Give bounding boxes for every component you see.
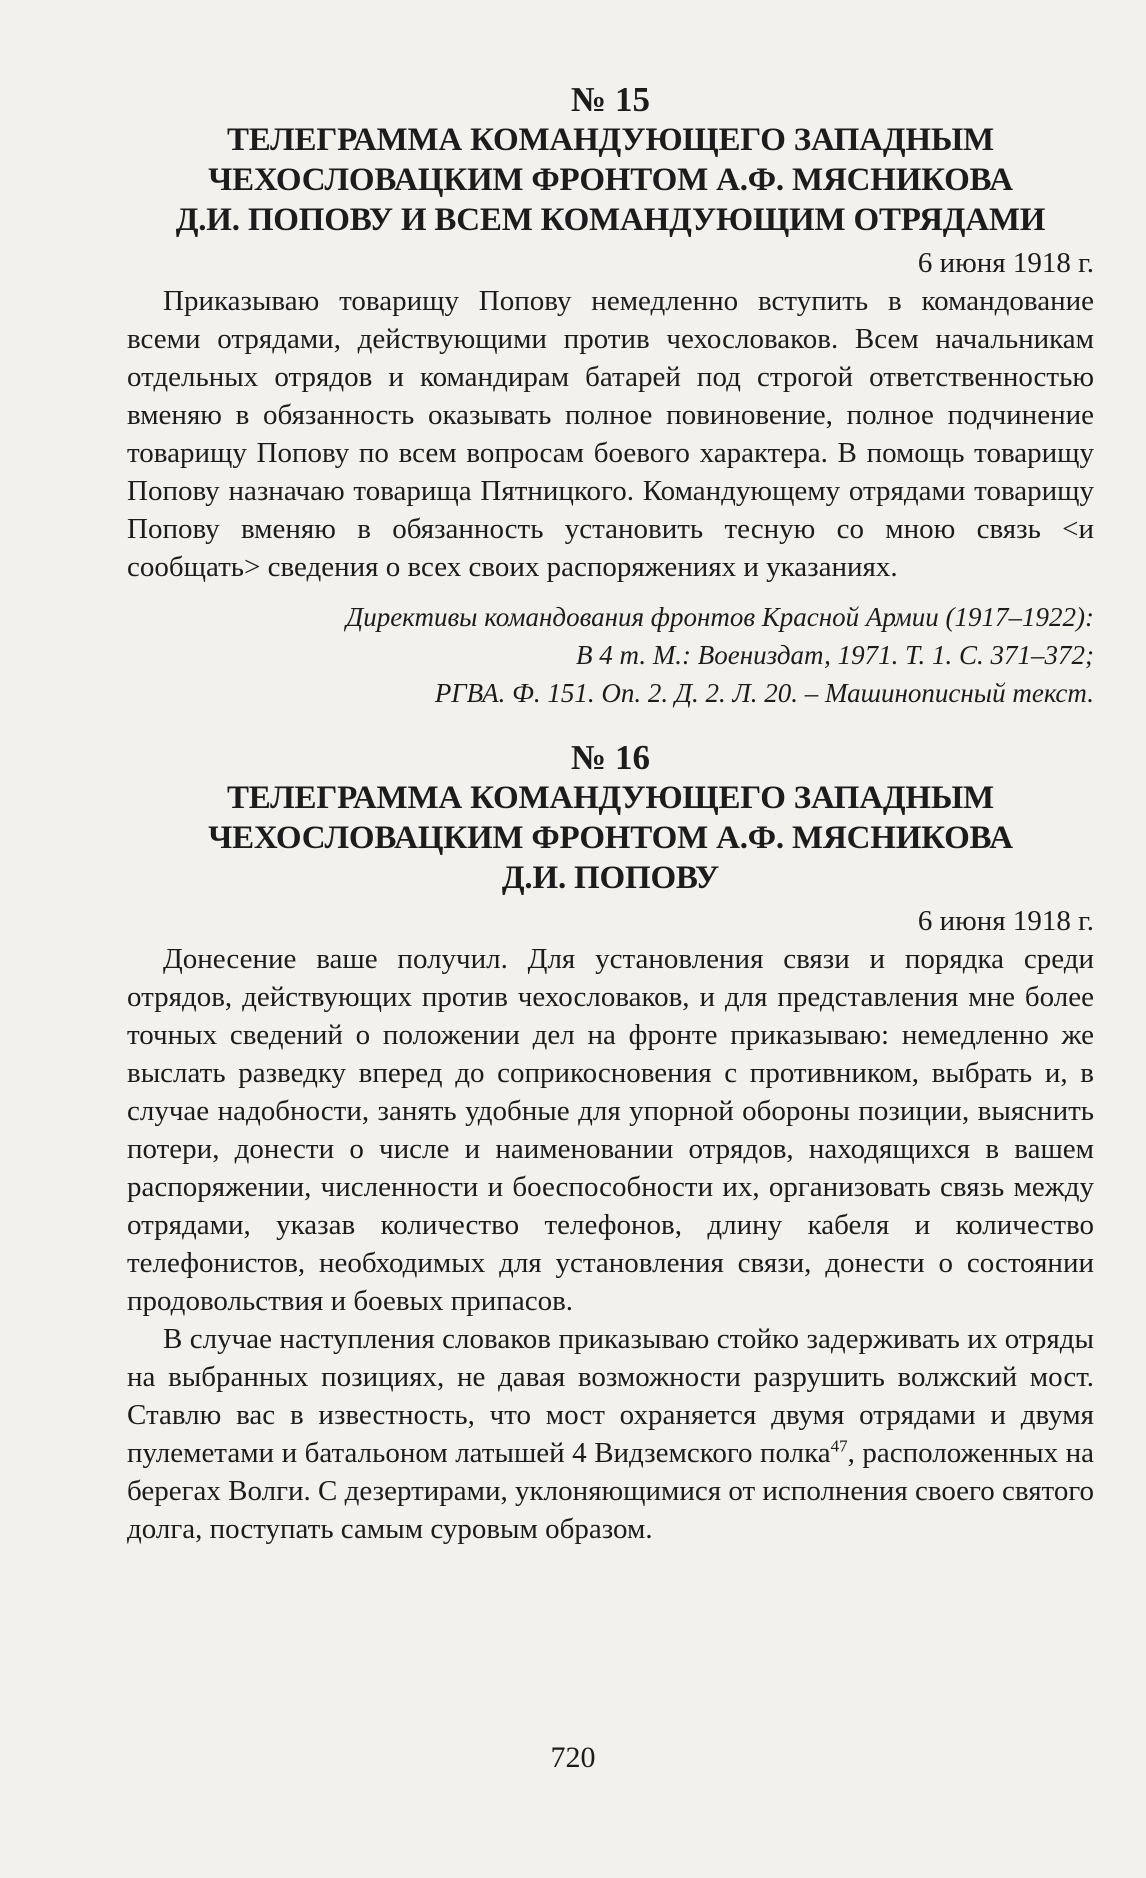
doc-15-source-line-3: РГВА. Ф. 151. Оп. 2. Д. 2. Л. 20. – Машинописный текст. <box>434 678 1094 708</box>
doc-15-source-line-2: В 4 т. М.: Воениздат, 1971. Т. 1. С. 371–372; <box>576 640 1094 670</box>
doc-16-title-line-2: ЧЕХОСЛОВАЦКИМ ФРОНТОМ А.Ф. МЯСНИКОВА <box>208 820 1013 856</box>
doc-15-title-line-2: ЧЕХОСЛОВАЦКИМ ФРОНТОМ А.Ф. МЯСНИКОВА <box>208 162 1013 198</box>
document-16 <box>127 738 1094 1548</box>
doc-15-title <box>127 120 1094 240</box>
doc-15-body: Приказываю товарищу Попову немедленно вступить в командование всеми отрядами, действующими против чехословаков. Всем начальникам отдельных отрядов и командирам батарей под строгой ответственностью вменяю в обязанность оказывать полное повиновение, полное подчинение товарищу Попову по всем вопросам боевого характера. В помощь товарищу Попову назначаю товарища Пятницкого. Командующему отрядами товарищу Попову вменяю в обязанность установить тесную со мною связь <и сообщать> сведения о всех своих распоряжениях и указаниях. <box>127 285 1094 583</box>
doc-16-title-line-3: Д.И. ПОПОВУ <box>501 860 720 896</box>
doc-16-number: № 16 <box>571 738 650 777</box>
doc-16-paragraph-1: Донесение ваше получил. Для установления связи и порядка среди отрядов, действующих против чехословаков, и для представления мне более точных сведений о положении дел на фронте приказываю: немедленно же выслать разведку вперед до соприкосновения с противником, выбрать и, в случае надобности, занять удобные для упорной обороны позиции, выяснить потери, донести о числе и наименовании отрядов, находящихся в вашем распоряжении, численности и боеспособности их, организовать связь между отрядами, указав количество телефонов, длину кабеля и количество телефонистов, необходимых для установления связи, донести о состоянии продовольствия и боевых припасов. <box>127 943 1094 1317</box>
doc-15-source-line-1: Директивы командования фронтов Красной Армии (1917–1922): <box>346 602 1094 632</box>
doc-16-paragraph-2-text-a: В случае наступления словаков приказываю стойко задерживать их отряды на выбранных позициях, не давая возможности разрушить волжский мост. Ставлю вас в известность, что мост охраняется двумя отрядами и двумя пулеметами и батальоном латышей 4 Видземского полка <box>127 1323 1094 1469</box>
doc-16-title-line-1: ТЕЛЕГРАММА КОМАНДУЮЩЕГО ЗАПАДНЫМ <box>226 780 995 816</box>
doc-16-paragraph-2 <box>127 1320 1094 1548</box>
doc-15-number: № 15 <box>571 80 650 119</box>
text-column <box>127 80 1094 1548</box>
doc-16-title <box>127 778 1094 898</box>
page-number: 720 <box>550 1741 596 1774</box>
footnote-ref-47[interactable]: 47 <box>830 1436 848 1456</box>
doc-15-title-line-3: Д.И. ПОПОВУ И ВСЕМ КОМАНДУЮЩИМ ОТРЯДАМИ <box>175 202 1046 238</box>
doc-15-source <box>127 598 1094 712</box>
doc-15-date: 6 июня 1918 г. <box>917 247 1094 279</box>
document-15 <box>127 80 1094 712</box>
doc-16-date: 6 июня 1918 г. <box>917 905 1094 937</box>
section-gap <box>127 712 1094 738</box>
doc-15-title-line-1: ТЕЛЕГРАММА КОМАНДУЮЩЕГО ЗАПАДНЫМ <box>226 122 995 158</box>
doc-16-paragraph-2-text-b: , расположенных на берегах Волги. С дезертирами, уклоняющимися от исполнения своего святого долга, поступать самым суровым образом. <box>127 1437 1095 1545</box>
